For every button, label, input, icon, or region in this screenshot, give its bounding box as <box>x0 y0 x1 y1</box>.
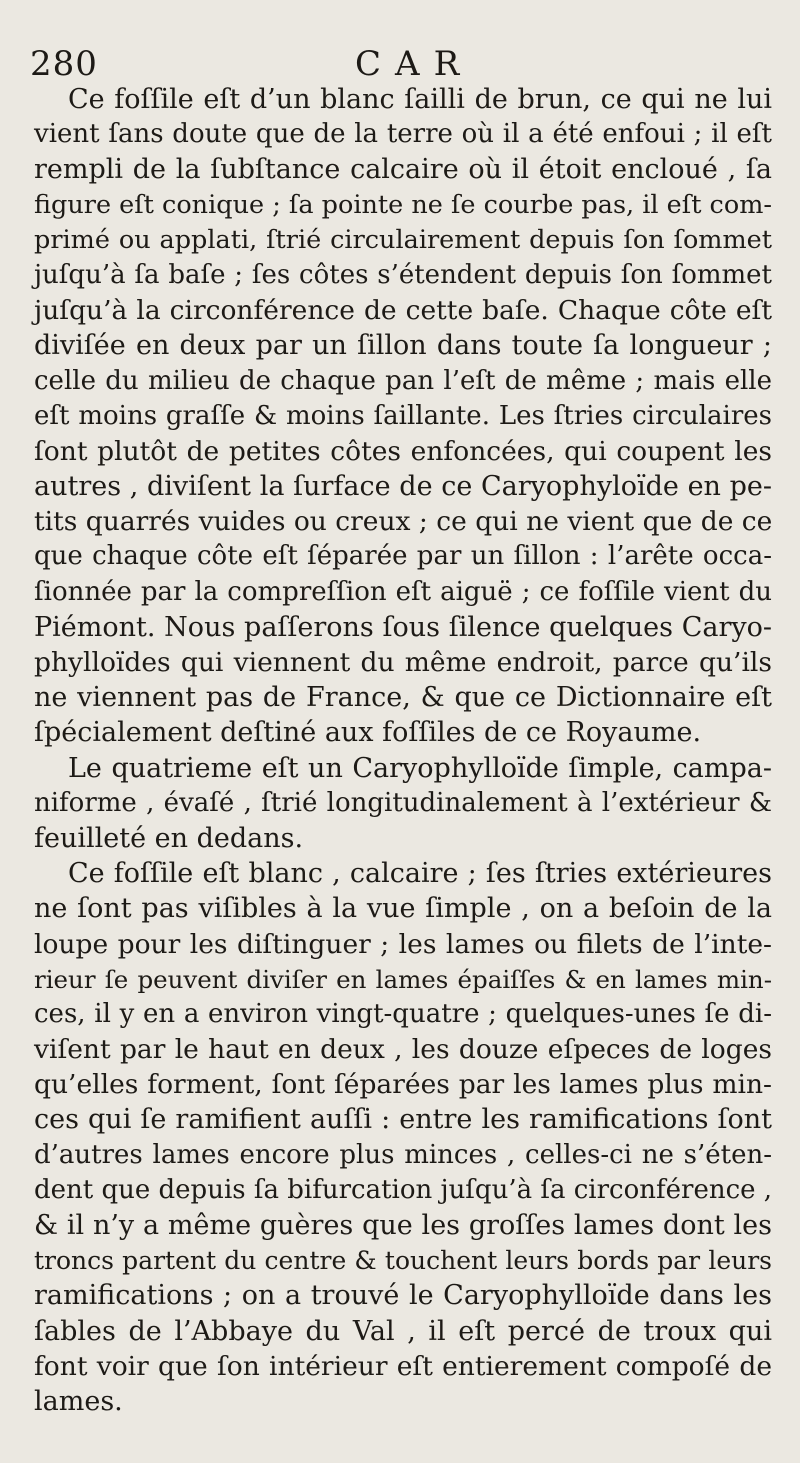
text-line: Ce foſſile eſt d’un blanc ſailli de brun, ce qui ne lui <box>68 84 772 115</box>
text-line: dent que depuis ſa bifurcation juſqu’à ſa circonférence , <box>34 1174 773 1205</box>
text-line: rieur ſe peuvent diviſer en lames épaiſſes & en lames min- <box>34 964 772 994</box>
text-line: primé ou applati, ſtrié circulairement depuis ſon ſommet <box>34 224 772 255</box>
text-line: que chaque côte eſt ſéparée par un ſillon : l’arête occa- <box>34 541 772 572</box>
text-line: troncs partent du centre & touchent leurs bords par leurs <box>34 1246 772 1276</box>
text-line: feuilleté en dedans. <box>34 822 304 854</box>
text-line: phylloïdes qui viennent du même endroit, parce qu’ils <box>34 647 772 678</box>
text-line: ſont plutôt de petites côtes enfoncées, qui coupent les <box>34 435 772 467</box>
text-body <box>34 82 772 1419</box>
text-line: tits quarrés vuides ou creux ; ce qui ne vient que de ce <box>34 506 773 538</box>
text-line: ne viennent pas de France, & que ce Dictionnaire eſt <box>34 682 772 714</box>
text-line: celle du milieu de chaque pan l’eſt de même ; mais elle <box>34 365 772 396</box>
text-line: lames. <box>34 1385 123 1417</box>
running-head: CAR <box>355 44 474 84</box>
text-line: viſent par le haut en deux , les douze eſpeces de loges <box>34 1034 772 1066</box>
text-line: ces qui ſe ramifient auſſi : entre les ramifications ſont <box>34 1104 772 1136</box>
text-line: juſqu’à la circonférence de cette baſe. Chaque côte eſt <box>34 295 772 327</box>
text-line: autres , diviſent la ſurface de ce Caryophyloïde en pe- <box>34 471 772 503</box>
text-line: ne ſont pas viſibles à la vue ſimple , on a beſoin de la <box>34 893 772 925</box>
text-line: figure eſt conique ; ſa pointe ne ſe courbe pas, il eſt com- <box>34 189 772 220</box>
text-line: niforme , évaſé , ſtrié longitudinalement à l’extérieur & <box>34 787 772 818</box>
text-line: eſt moins graſſe & moins ſaillante. Les ſtries circulaires <box>34 400 772 431</box>
text-line: Piémont. Nous paſſerons ſous ſilence quelques Caryo- <box>34 611 772 643</box>
text-line: Le quatrieme eſt un Caryophylloïde ſimple, campa- <box>68 752 772 784</box>
text-line: ces, il y en a environ vingt-quatre ; quelques-unes ſe di- <box>34 998 772 1029</box>
text-line: vient ſans doute que de la terre où il a été enfoui ; il eſt <box>34 119 772 150</box>
text-line: ramifications ; on a trouvé le Caryophylloïde dans les <box>34 1280 772 1312</box>
text-line: d’autres lames encore plus minces , celles-ci ne s’éten- <box>34 1139 772 1170</box>
text-line: diviſée en deux par un ſillon dans toute ſa longueur ; <box>34 330 772 362</box>
text-line: qu’elles forment, ſont ſéparées par les lames plus min- <box>34 1069 772 1101</box>
text-line: loupe pour les diſtinguer ; les lames ou filets de l’inte- <box>34 928 772 960</box>
text-line: juſqu’à ſa baſe ; ſes côtes s’étendent depuis ſon ſommet <box>34 259 772 290</box>
text-line: rempli de la ſubſtance calcaire où il étoit encloué , ſa <box>34 154 772 186</box>
text-line: ſables de l’Abbaye du Val , il eſt percé de troux qui <box>34 1315 772 1347</box>
text-line: & il n’y a même guères que les groſſes lames dont les <box>34 1210 772 1241</box>
text-line: ſionnée par la compreſſion eſt aiguë ; ce foſſile vient du <box>34 576 772 607</box>
text-line: font voir que ſon intérieur eſt entierement compoſé de <box>34 1350 772 1382</box>
text-line: ſpécialement deſtiné aux foſſiles de ce Royaume. <box>34 717 702 749</box>
text-line: Ce foſſile eſt blanc , calcaire ; ſes ſtries extérieures <box>68 858 772 890</box>
page-number: 280 <box>30 44 98 84</box>
